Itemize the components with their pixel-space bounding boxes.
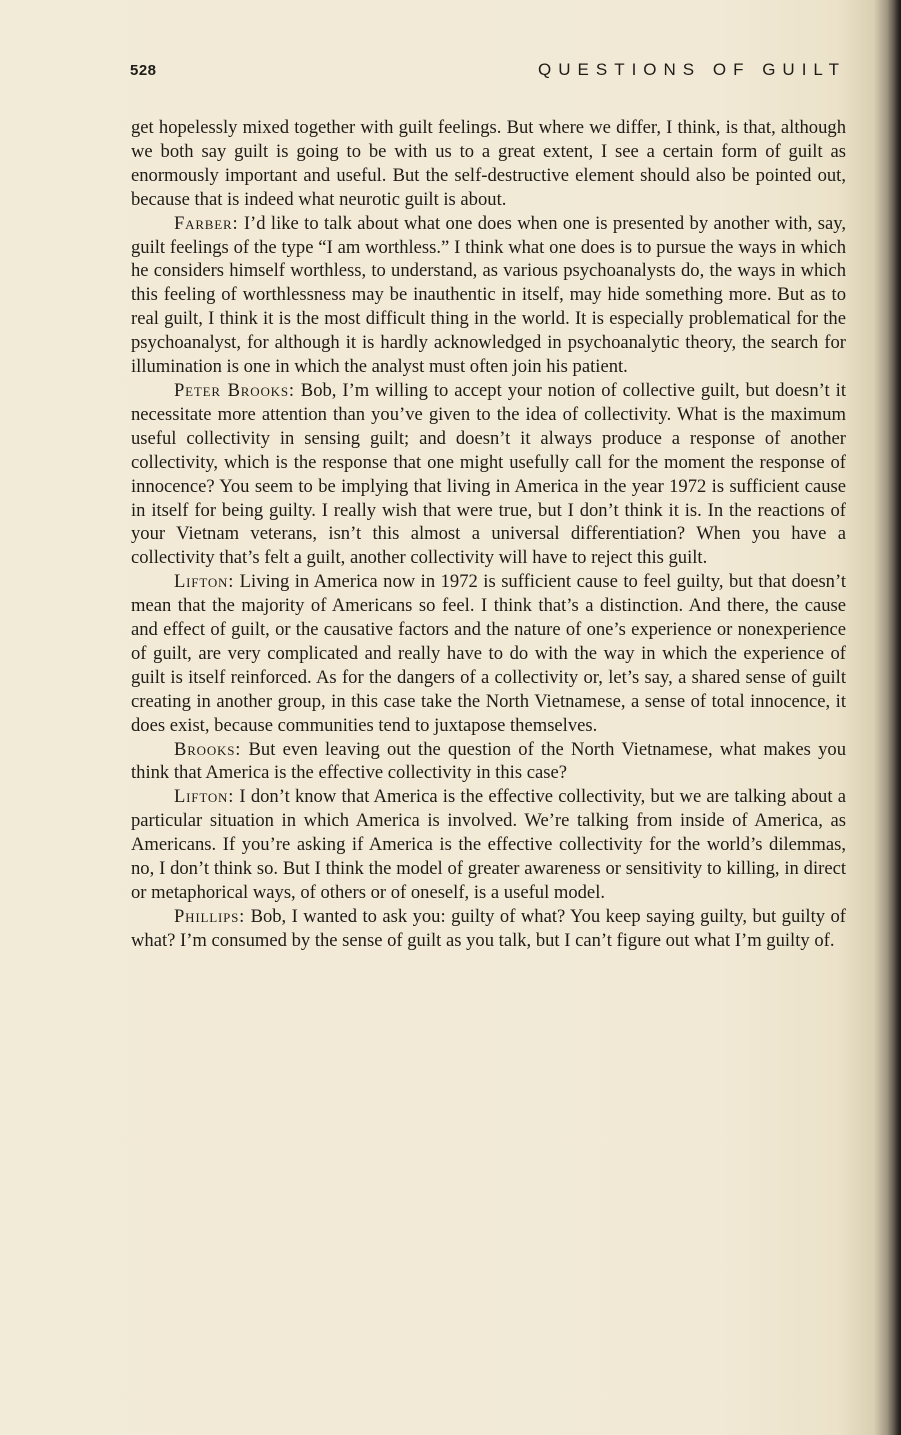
speaker-name: Lifton:	[174, 571, 235, 593]
paragraph	[131, 785, 846, 905]
paragraph-text: But even leaving out the question of the North Vietnamese, what makes you think that America is the effective collectivity in this case?	[131, 738, 846, 784]
speaker-name: Brooks:	[174, 738, 242, 760]
page-number: 528	[130, 62, 157, 79]
paragraph-text: Bob, I wanted to ask you: guilty of what? You keep saying guilty, but guilty of what? I’m consumed by the sense of guilt as you talk, but I can’t figure out what I’m guilty of.	[131, 905, 846, 951]
paragraph	[131, 116, 846, 212]
speaker-name: Lifton:	[174, 786, 235, 808]
paragraph	[131, 212, 846, 379]
paragraph-text: I’d like to talk about what one does when one is presented by another with, say, guilt feelings of the type “I am worthless.” I think what one does is to pursue the ways in which he considers himself worthless, to understand, as various psychoanalysts do, the ways in which this feeling of worthlessness may be inauthentic in itself, may hide something more. But as to real guilt, I think it is the most difficult thing in the world. It is especially problematical for the psychoanalyst, for although it is hardly acknowledged in psychoanalytic theory, the search for illumination is one in which the analyst must often join his patient.	[131, 212, 846, 378]
paragraph	[131, 570, 846, 737]
paragraph-text: Living in America now in 1972 is sufficient cause to feel guilty, but that doesn’t mean that the majority of Americans so feel. I think that’s a distinction. And there, the cause and effect of guilt, or the causative factors and the nature of one’s experience or nonexperience of guilt, are very complicated and really have to do with the way in which the experience of guilt is itself reinforced. As for the dangers of a collectivity or, let’s say, a shared sense of guilt creating in another group, in this case take the North Vietnamese, a sense of total innocence, it does exist, because communities tend to juxtapose themselves.	[131, 571, 847, 736]
paragraph-text: get hopelessly mixed together with guilt feelings. But where we differ, I think, is that, although we both say guilt is going to be with us to a great extent, I see a certain form of guilt as enormously important and useful. But the self-destructive element should also be pointed out, because that is indeed what neurotic guilt is about.	[131, 117, 846, 210]
speaker-name: Peter Brooks:	[174, 379, 295, 401]
speaker-name: Farber:	[174, 212, 239, 234]
paragraph	[131, 379, 846, 570]
paragraph-text: Bob, I’m willing to accept your notion of collective guilt, but doesn’t it necessitate more attention than you’ve given to the idea of collectivity. What is the maximum useful collectivity in sensing guilt; and doesn’t it always produce a response of another collectivity, which is the response that one might usefully call for the moment the response of innocence? You seem to be implying that living in America in the year 1972 is sufficient cause in itself for being guilty. I really wish that were true, but I don’t think it is. In the reactions of your Vietnam veterans, isn’t this almost a universal differentiation? When you have a collectivity that’s felt a guilt, another collectivity will have to reject this guilt.	[131, 379, 846, 569]
chapter-title: QUESTIONS OF GUILT	[538, 60, 846, 79]
speaker-name: Phillips:	[174, 905, 246, 927]
paragraph	[131, 905, 846, 953]
running-head	[130, 62, 846, 86]
book-spine-shadow	[887, 0, 901, 1435]
body-text	[131, 116, 846, 953]
paragraph	[131, 738, 846, 786]
paragraph-text: I don’t know that America is the effective collectivity, but we are talking about a particular situation in which America is involved. We’re talking from inside of America, as Americans. If you’re asking if America is the effective collectivity for the world’s dilemmas, no, I don’t think so. But I think the model of greater awareness or sensitivity to killing, in direct or metaphorical ways, of others or of oneself, is a useful model.	[131, 786, 846, 903]
